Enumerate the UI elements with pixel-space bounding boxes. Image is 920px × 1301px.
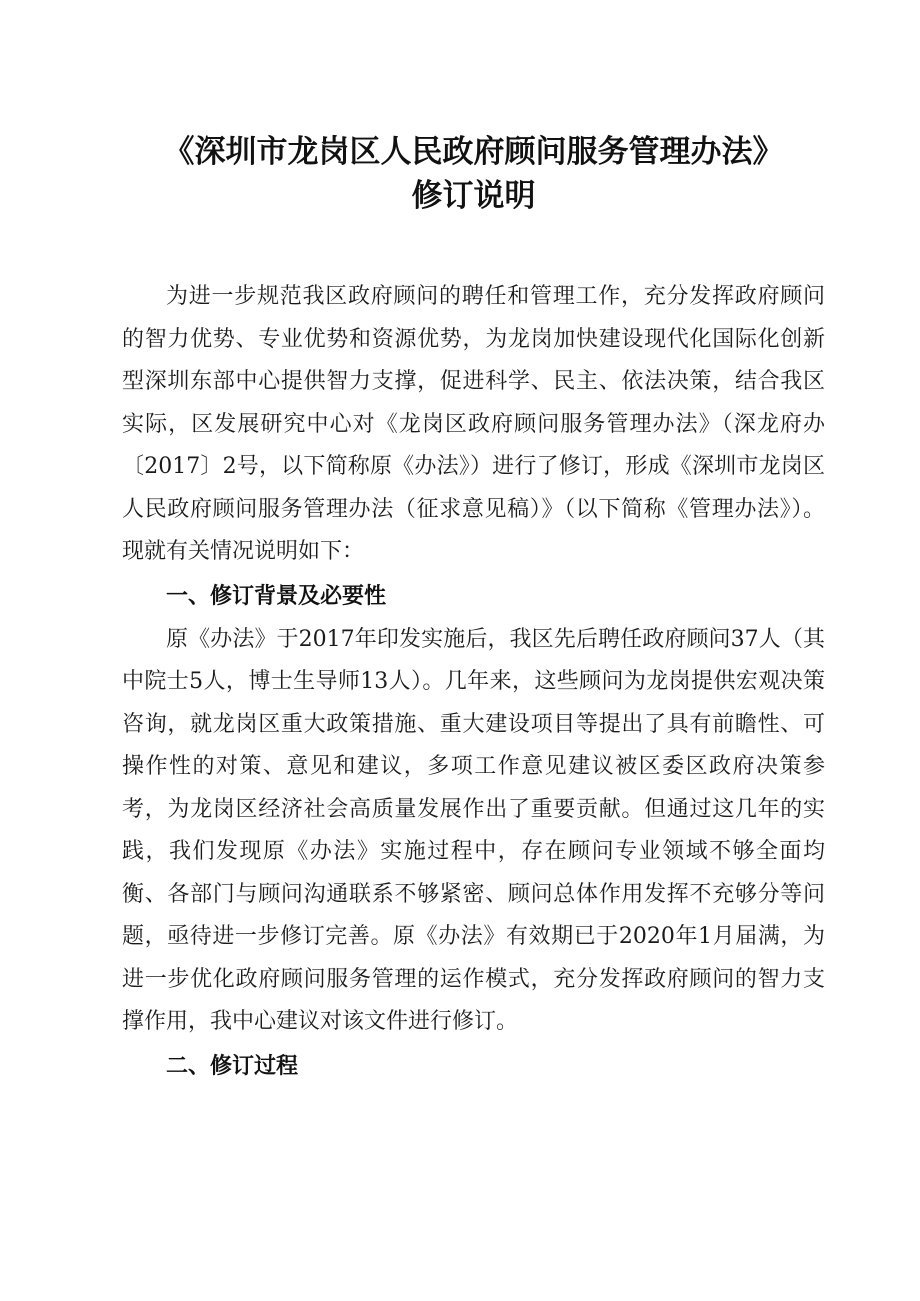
document-body xyxy=(122,276,825,1089)
section-1-paragraph: 原《办法》于2017年印发实施后，我区先后聘任政府顾问37人（其中院士5人，博士生导师13人）。几年来，这些顾问为龙岗提供宏观决策咨询，就龙岗区重大政策措施、重大建设项目等提出了具有前瞻性、可操作性的对策、意见和建议，多项工作意见建议被区委区政府决策参考，为龙岗区经济社会高质量发展作出了重要贡献。但通过这几年的实践，我们发现原《办法》实施过程中，存在顾问专业领域不够全面均衡、各部门与顾问沟通联系不够紧密、顾问总体作用发挥不充够分等问题，亟待进一步修订完善。原《办法》有效期已于2020年1月届满，为进一步优化政府顾问服务管理的运作模式，充分发挥政府顾问的智力支撑作用，我中心建议对该文件进行修订。 xyxy=(122,626,826,1034)
title-line-2: 修订说明 xyxy=(411,178,536,214)
title-line-1: 《深圳市龙岗区人民政府顾问服务管理办法》 xyxy=(163,134,784,170)
section-2-heading: 二、修订过程 xyxy=(166,1053,299,1079)
document-title xyxy=(122,0,825,218)
intro-paragraph: 为进一步规范我区政府顾问的聘任和管理工作，充分发挥政府顾问的智力优势、专业优势和资源优势，为龙岗加快建设现代化国际化创新型深圳东部中心提供智力支撑，促进科学、民主、依法决策，结合我区实际，区发展研究中心对《龙岗区政府顾问服务管理办法》（深龙府办〔2017〕2号，以下简称原《办法》）进行了修订，形成《深圳市龙岗区人民政府顾问服务管理办法（征求意见稿）》（以下简称《管理办法》）。现就有关情况说明如下： xyxy=(122,284,825,564)
section-1-heading: 一、修订背景及必要性 xyxy=(166,583,387,609)
